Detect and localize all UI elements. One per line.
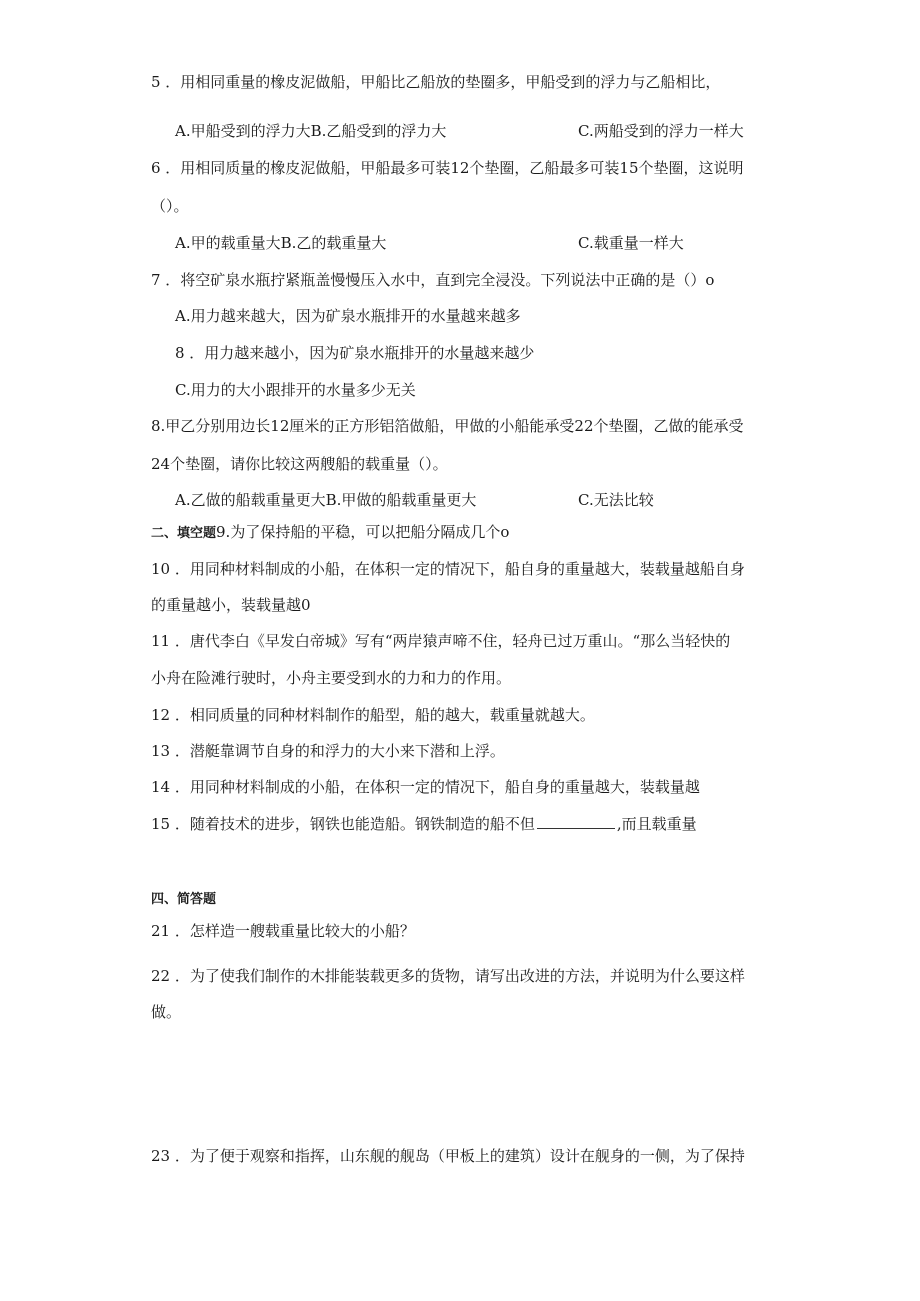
question-8-stem-line1: 8.甲乙分别用边长12厘米的正方形铝箔做船，甲做的小船能承受22个垫圈，乙做的能承受 [151, 417, 744, 435]
section-2-row [151, 522, 509, 544]
question-10-line2: 的重量越小，装载量越0 [151, 596, 311, 614]
question-6-stem-line2: （）。 [151, 197, 189, 215]
question-15 [151, 814, 697, 834]
question-7-option-b: 8 ．用力越来越小，因为矿泉水瓶排开的水量越来越少 [175, 344, 535, 362]
question-12: 12 ．相同质量的同种材料制作的船型，船的越大，载重量就越大。 [151, 706, 595, 724]
section-4-title: 四、简答题 [151, 892, 217, 907]
section-2-title: 二、填空题 [151, 526, 217, 541]
question-22-line1: 22 ．为了使我们制作的木排能装载更多的货物，请写出改进的方法，并说明为什么要这样 [151, 967, 745, 985]
question-15-after: ,而且载重量 [616, 815, 697, 833]
question-8-option-c: C.无法比较 [578, 491, 654, 509]
question-5-options [175, 121, 775, 141]
question-9: 9.为了保持船的平稳，可以把船分隔成几个o [216, 523, 510, 541]
question-6-options-ab: A.甲的载重量大B.乙的载重量大 [175, 234, 387, 252]
question-6-stem-line1: 6 ．用相同质量的橡皮泥做船，甲船最多可装12个垫圈，乙船最多可装15个垫圈，这说明 [151, 159, 744, 177]
question-6-options [175, 233, 775, 253]
question-11-line2: 小舟在险滩行驶时，小舟主要受到水的力和力的作用。 [151, 669, 512, 687]
question-21: 21 ．怎样造一艘载重量比较大的小船？ [151, 922, 415, 940]
answer-blank[interactable] [537, 814, 615, 829]
question-6-option-c: C.载重量一样大 [578, 234, 684, 252]
question-8-options [175, 490, 775, 510]
question-5-option-c: C.两船受到的浮力一样大 [578, 122, 744, 140]
question-13: 13 ．潜艇靠调节自身的和浮力的大小来下潜和上浮。 [151, 742, 505, 760]
question-10-line1: 10 ．用同种材料制成的小船，在体积一定的情况下，船自身的重量越大，装载量越船自身 [151, 560, 745, 578]
question-15-before: 15 ．随着技术的进步，钢铁也能造船。钢铁制造的船不但 [151, 815, 535, 833]
question-23: 23 ．为了便于观察和指挥，山东舰的舰岛（甲板上的建筑）设计在舰身的一侧，为了保持 [151, 1147, 745, 1165]
question-8-stem-line2: 24个垫圈，请你比较这两艘船的载重量（）。 [151, 455, 448, 473]
question-22-line2: 做。 [151, 1003, 182, 1021]
question-11-line1: 11 ．唐代李白《早发白帝城》写有“两岸猿声啼不住，轻舟已过万重山。“那么当轻快的 [151, 632, 731, 650]
question-7-option-a: A.用力越来越大，因为矿泉水瓶排开的水量越来越多 [175, 307, 521, 325]
question-5-options-ab: A.甲船受到的浮力大B.乙船受到的浮力大 [175, 122, 447, 140]
question-14: 14 ．用同种材料制成的小船，在体积一定的情况下，船自身的重量越大，装载量越 [151, 778, 700, 796]
question-7-stem: 7 ．将空矿泉水瓶拧紧瓶盖慢慢压入水中，直到完全浸没。下列说法中正确的是（）o [151, 271, 715, 289]
question-8-options-ab: A.乙做的船载重量更大B.甲做的船载重量更大 [175, 491, 477, 509]
question-5-stem: 5 ．用相同重量的橡皮泥做船，甲船比乙船放的垫圈多，甲船受到的浮力与乙船相比， [151, 73, 721, 91]
question-7-option-c: C.用力的大小跟排开的水量多少无关 [175, 381, 416, 399]
